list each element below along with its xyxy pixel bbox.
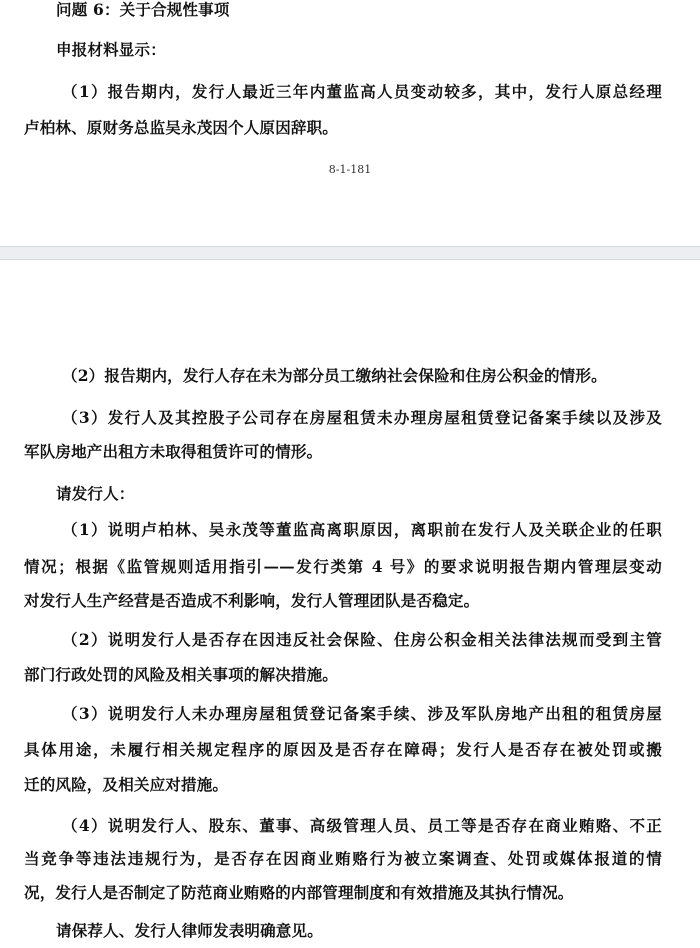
document-page-2 <box>0 260 700 948</box>
request-intro: 请发行人： <box>56 484 135 503</box>
page-number: 8-1-181 <box>328 163 372 176</box>
request-4-line-3: 况，发行人是否制定了防范商业贿赂的内部管理制度和有效措施及其执行情况。 <box>24 883 574 902</box>
document-page-1 <box>0 0 700 246</box>
request-1-line-2: 情况；根据《监管规则适用指引——发行类第 4 号》的要求说明报告期内管理层变动 <box>24 557 662 576</box>
request-4-line-1: （4）说明发行人、股东、董事、高级管理人员、员工等是否存在商业贿赂、不正 <box>62 816 662 835</box>
request-3-line-2: 具体用途，未履行相关规定程序的原因及是否存在障碍；发行人是否存在被处罚或搬 <box>24 740 662 759</box>
page-separator <box>0 246 700 260</box>
request-2-line-1: （2）说明发行人是否存在因违反社会保险、住房公积金相关法律法规而受到主管 <box>62 630 662 649</box>
item-2: （2）报告期内，发行人存在未为部分员工缴纳社会保险和住房公积金的情形。 <box>62 366 607 385</box>
request-2-line-2: 部门行政处罚的风险及相关事项的解决措施。 <box>24 665 339 684</box>
item-3-line-1: （3）发行人及其控股子公司存在房屋租赁未办理房屋租赁登记备案手续以及涉及 <box>62 408 662 427</box>
request-4-line-2: 当竞争等违法违规行为，是否存在因商业贿赂行为被立案调查、处罚或媒体报道的情 <box>24 849 662 868</box>
question-heading: 问题 6：关于合规性事项 <box>56 0 230 19</box>
request-1-line-3: 对发行人生产经营是否造成不利影响，发行人管理团队是否稳定。 <box>24 591 480 610</box>
intro-text: 申报材料显示： <box>56 40 166 59</box>
item-1-line-2: 卢柏林、原财务总监吴永茂因个人原因辞职。 <box>24 118 339 137</box>
closing-text: 请保荐人、发行人律师发表明确意见。 <box>56 921 323 940</box>
item-1-line-1: （1）报告期内，发行人最近三年内董监高人员变动较多，其中，发行人原总经理 <box>62 82 662 101</box>
item-3-line-2: 军队房地产出租方未取得租赁许可的情形。 <box>24 442 323 461</box>
request-1-line-1: （1）说明卢柏林、吴永茂等董监高离职原因，离职前在发行人及关联企业的任职 <box>62 520 662 539</box>
request-3-line-1: （3）说明发行人未办理房屋租赁登记备案手续、涉及军队房地产出租的租赁房屋 <box>62 704 662 723</box>
request-3-line-3: 迁的风险，及相关应对措施。 <box>24 775 229 794</box>
